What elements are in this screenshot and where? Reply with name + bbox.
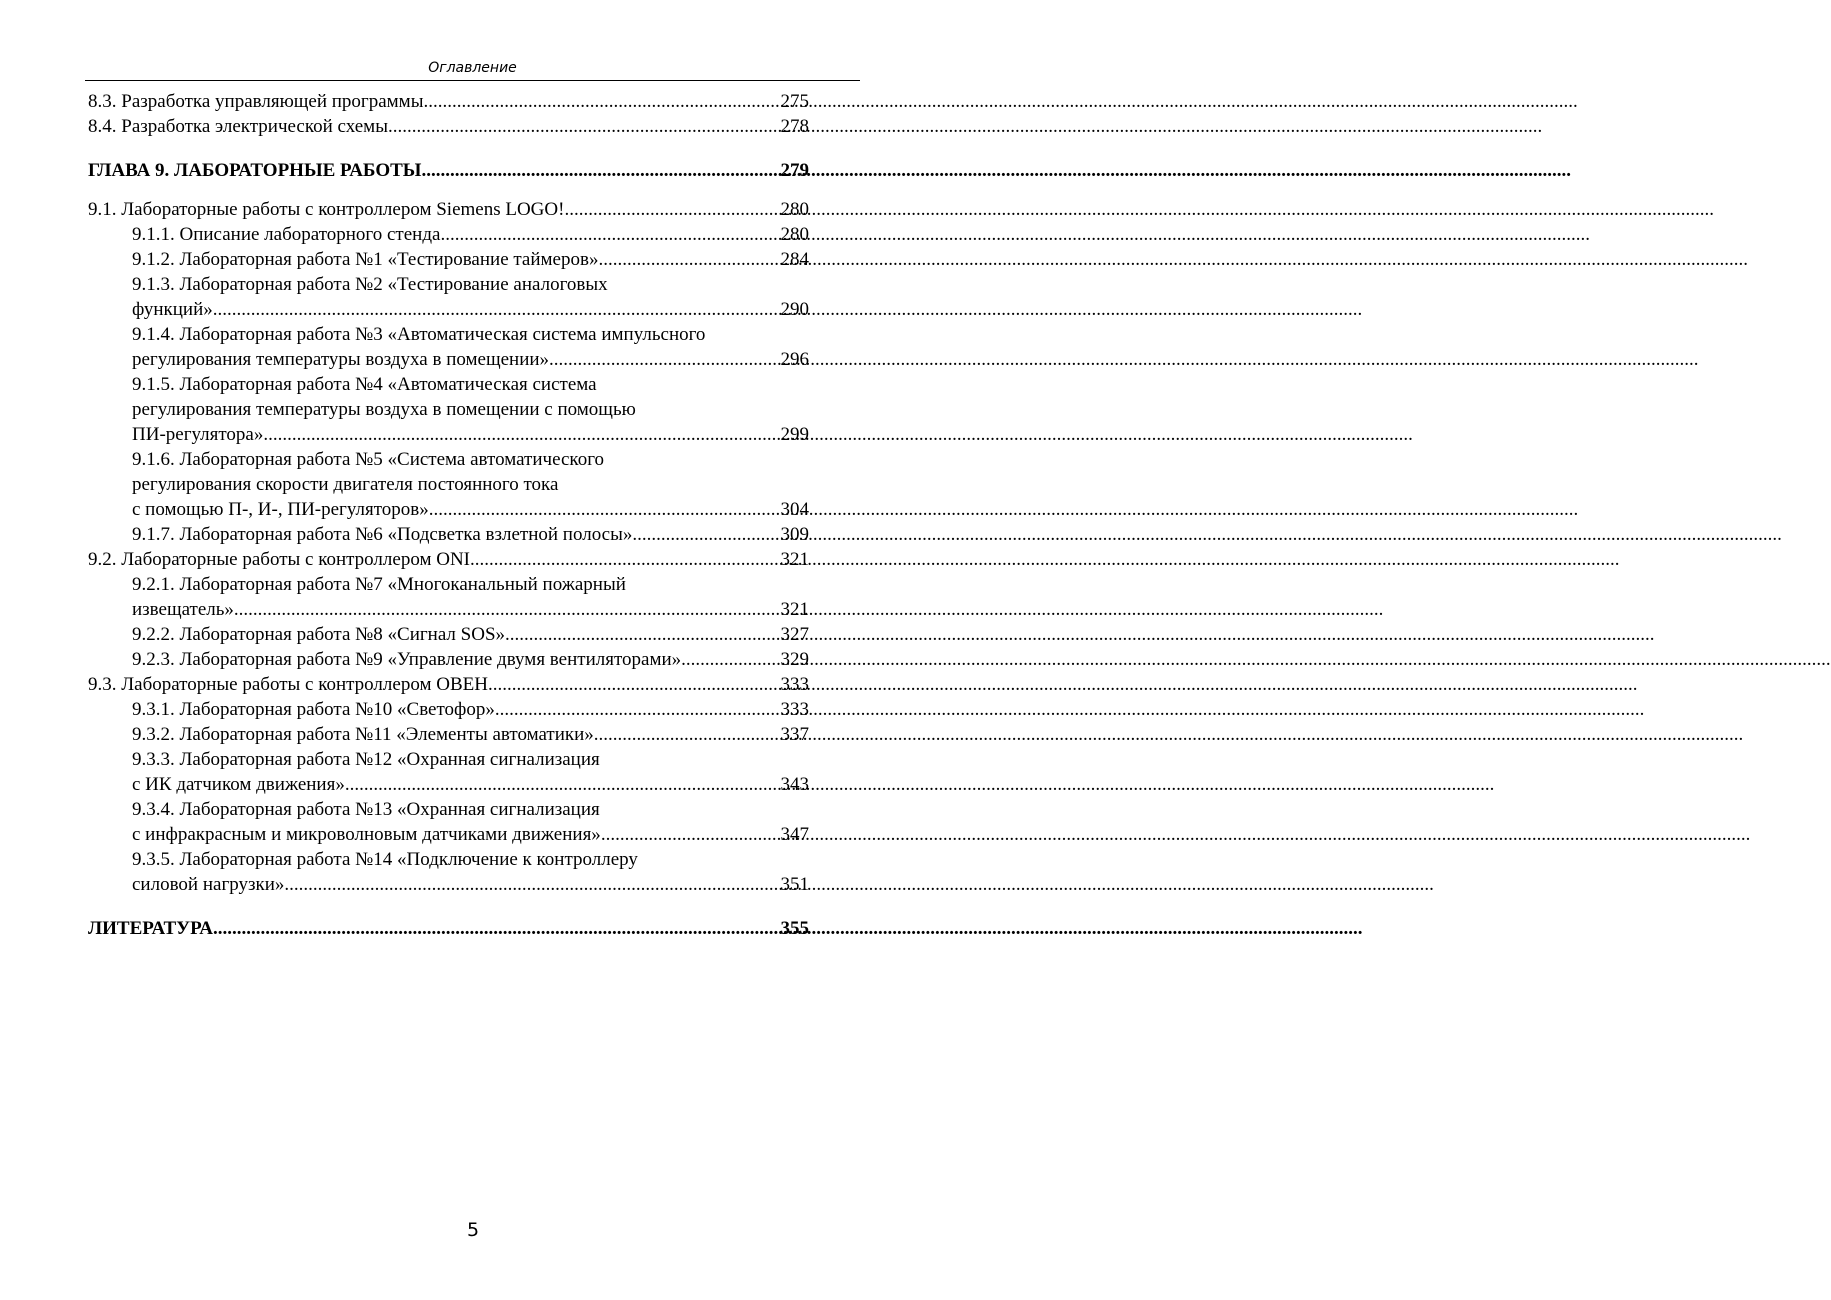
toc-page-number: 296 (780, 349, 809, 370)
toc-entry[interactable] (88, 114, 809, 139)
toc-entry-line: 9.3.3. Лабораторная работа №12 «Охранная сигнализация (132, 749, 600, 770)
toc-page-number: 321 (780, 599, 809, 620)
toc-page-number: 280 (780, 199, 809, 220)
toc-entry[interactable] (88, 647, 809, 672)
toc-entry[interactable] (88, 847, 809, 897)
toc-leader-row (88, 197, 809, 222)
toc-entry-title: силовой нагрузки» (132, 874, 285, 895)
toc-entry[interactable] (88, 722, 809, 747)
toc-leader-row (132, 522, 809, 547)
dot-leader (598, 247, 780, 272)
toc-page-number: 347 (780, 824, 809, 845)
toc-entry-line: 9.1.6. Лабораторная работа №5 «Система автоматического (132, 449, 605, 470)
dot-leader (495, 697, 781, 722)
toc-entry-title: ПИ-регулятора» (132, 424, 264, 445)
toc-page-number: 343 (780, 774, 809, 795)
toc-page-number: 337 (780, 724, 809, 745)
toc-entry-line: 9.1.3. Лабораторная работа №2 «Тестирование аналоговых (132, 274, 608, 295)
dot-leader (488, 672, 781, 697)
toc-leader-row (132, 597, 809, 622)
toc-entry[interactable] (88, 272, 809, 322)
toc-entry-title: 9.1.2. Лабораторная работа №1 «Тестирование таймеров» (132, 249, 599, 270)
toc-leader-row (88, 672, 809, 697)
toc-entry-title: извещатель» (132, 599, 234, 620)
dot-leader (213, 916, 780, 941)
toc-entry[interactable] (88, 222, 809, 247)
toc-page-number: 278 (780, 116, 809, 137)
toc-entry-title: 9.2.3. Лабораторная работа №9 «Управление двумя вентиляторами» (132, 649, 682, 670)
toc-entry-line: 9.3.4. Лабораторная работа №13 «Охранная сигнализация (132, 799, 600, 820)
dot-leader (601, 822, 781, 847)
toc-entry[interactable] (88, 322, 809, 372)
toc-entry[interactable] (88, 89, 809, 114)
dot-leader (421, 158, 780, 183)
toc-entry[interactable] (88, 747, 809, 797)
toc-entry-title: 9.2. Лабораторные работы с контроллером ONI (88, 549, 470, 570)
toc-leader-row (132, 872, 809, 897)
toc-entry-title: 9.1.7. Лабораторная работа №6 «Подсветка взлетной полосы» (132, 524, 633, 545)
toc-entry-title: функций» (132, 299, 213, 320)
toc-entry-title: 9.3.2. Лабораторная работа №11 «Элементы автоматики» (132, 724, 594, 745)
toc-leader-row (132, 822, 809, 847)
toc-leader-row (88, 547, 809, 572)
toc-leader-row (132, 297, 809, 322)
toc-entry-title: 8.3. Разработка управляющей программы. (88, 91, 429, 112)
toc-entry-title: 9.1. Лабораторные работы с контроллером Siemens LOGO! (88, 199, 565, 220)
toc-leader-row (88, 916, 809, 941)
dot-leader (564, 197, 780, 222)
dot-leader (549, 347, 780, 372)
toc-page-number: 275 (780, 91, 809, 112)
dot-leader (428, 89, 780, 114)
toc-entry[interactable] (88, 697, 809, 722)
toc-entry-title: 9.3. Лабораторные работы с контроллером ОВЕН (88, 674, 488, 695)
toc-leader-row (88, 89, 809, 114)
toc-page-number: 280 (780, 224, 809, 245)
toc-entry-line: 9.2.1. Лабораторная работа №7 «Многоканальный пожарный (132, 574, 626, 595)
toc-entry-line: 9.1.4. Лабораторная работа №3 «Автоматическая система импульсного (132, 324, 706, 345)
toc-entry[interactable] (88, 197, 809, 222)
toc-entry[interactable] (88, 522, 809, 547)
toc-entry-title: 8.4. Разработка электрической схемы. (88, 116, 393, 137)
toc-page-number: 321 (780, 549, 809, 570)
toc-leader-row (88, 114, 809, 139)
toc-chapter-entry[interactable] (88, 158, 809, 183)
dot-leader (393, 114, 781, 139)
toc-leader-row (132, 347, 809, 372)
running-header: Оглавление (85, 58, 860, 81)
toc-chapter-entry[interactable] (88, 916, 809, 941)
toc-entry-title: 9.2.2. Лабораторная работа №8 «Сигнал SOS» (132, 624, 506, 645)
toc-entry-title: с ИК датчиком движения» (132, 774, 345, 795)
toc-entry-title: регулирования температуры воздуха в помещении» (132, 349, 550, 370)
toc-page-number: 304 (780, 499, 809, 520)
toc-page-number: 333 (780, 699, 809, 720)
toc-entry-title: 9.1.1. Описание лабораторного стенда (132, 224, 441, 245)
dot-leader (594, 722, 781, 747)
toc-entry[interactable] (88, 547, 809, 572)
dot-leader (234, 597, 781, 622)
dot-leader (470, 547, 781, 572)
toc-leader-row (88, 158, 809, 183)
toc-leader-row (132, 722, 809, 747)
toc-leader-row (132, 622, 809, 647)
toc-page-number: 333 (780, 674, 809, 695)
toc-entry[interactable] (88, 672, 809, 697)
toc-entry-line: 9.1.5. Лабораторная работа №4 «Автоматическая система (132, 374, 597, 395)
table-of-contents (88, 89, 809, 941)
toc-entry-title: с помощью П-, И-, ПИ-регуляторов» (132, 499, 429, 520)
dot-leader (681, 647, 780, 672)
toc-page-number: 279 (780, 160, 809, 181)
toc-entry-line: регулирования скорости двигателя постоянного тока (132, 474, 559, 495)
toc-leader-row (132, 497, 809, 522)
toc-entry-title: ГЛАВА 9. ЛАБОРАТОРНЫЕ РАБОТЫ (88, 160, 422, 181)
toc-leader-row (132, 222, 809, 247)
toc-page-number: 309 (780, 524, 809, 545)
dot-leader (263, 422, 780, 447)
dot-leader (632, 522, 780, 547)
toc-page-number: 327 (780, 624, 809, 645)
toc-leader-row (132, 647, 809, 672)
toc-entry[interactable] (88, 247, 809, 272)
toc-leader-row (132, 247, 809, 272)
dot-leader (505, 622, 780, 647)
toc-entry[interactable] (88, 797, 809, 847)
dot-leader (429, 497, 781, 522)
dot-leader (213, 297, 781, 322)
toc-page-number: 329 (780, 649, 809, 670)
dot-leader (284, 872, 780, 897)
toc-page-number: 351 (780, 874, 809, 895)
toc-entry[interactable] (88, 447, 809, 522)
toc-page-number: 284 (780, 249, 809, 270)
toc-leader-row (132, 772, 809, 797)
toc-entry-title: с инфракрасным и микроволновым датчиками движения» (132, 824, 601, 845)
toc-entry-title: 9.3.1. Лабораторная работа №10 «Светофор» (132, 699, 495, 720)
dot-leader (440, 222, 780, 247)
toc-page-number: 355 (780, 918, 809, 939)
toc-leader-row (132, 422, 809, 447)
toc-entry-title: ЛИТЕРАТУРА (88, 918, 214, 939)
dot-leader (345, 772, 781, 797)
toc-entry-line: 9.3.5. Лабораторная работа №14 «Подключение к контроллеру (132, 849, 638, 870)
toc-entry[interactable] (88, 372, 809, 447)
toc-entry[interactable] (88, 572, 809, 622)
toc-entry[interactable] (88, 622, 809, 647)
toc-leader-row (132, 697, 809, 722)
toc-page-number: 299 (780, 424, 809, 445)
page-number: 5 (466, 1219, 480, 1241)
toc-page-number: 290 (780, 299, 809, 320)
toc-entry-line: регулирования температуры воздуха в помещении с помощью (132, 399, 636, 420)
